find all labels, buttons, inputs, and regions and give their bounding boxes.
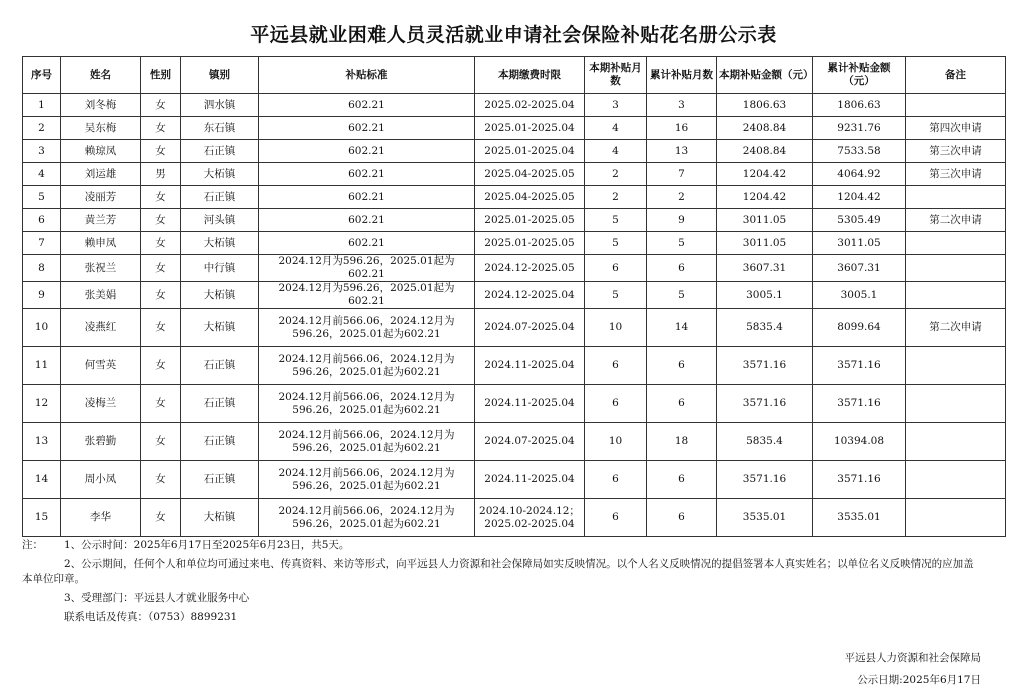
cell-subsidy-standard: 602.21 <box>259 232 475 255</box>
footer-organization: 平远县人力资源和社会保障局 <box>844 652 981 664</box>
cell-amount: 3011.05 <box>717 232 813 255</box>
cell-payment-period: 2024.11-2025.04 <box>475 385 585 423</box>
cell-gender: 女 <box>141 94 181 117</box>
note-line <box>22 538 982 553</box>
cell-town: 大柘镇 <box>181 163 259 186</box>
cell-gender: 女 <box>141 232 181 255</box>
cell-total-months: 7 <box>647 163 717 186</box>
cell-name: 凌丽芳 <box>61 186 141 209</box>
cell-total-amount: 3011.05 <box>813 232 906 255</box>
cell-note <box>906 94 1006 117</box>
table-row <box>23 385 1006 423</box>
note-publicity-period: 1、公示时间：2025年6月17日至2025年6月23日，共5天。 <box>64 539 350 551</box>
cell-total-amount: 1806.63 <box>813 94 906 117</box>
table-row <box>23 461 1006 499</box>
cell-name: 赖申凤 <box>61 232 141 255</box>
table-row <box>23 255 1006 282</box>
cell-amount: 3571.16 <box>717 461 813 499</box>
table-row <box>23 309 1006 347</box>
cell-seq-no: 11 <box>23 347 61 385</box>
cell-seq-no: 14 <box>23 461 61 499</box>
cell-months: 5 <box>585 282 647 309</box>
cell-seq-no: 12 <box>23 385 61 423</box>
cell-gender: 女 <box>141 461 181 499</box>
cell-gender: 男 <box>141 163 181 186</box>
cell-name: 李华 <box>61 499 141 537</box>
cell-months: 2 <box>585 186 647 209</box>
cell-months: 6 <box>585 347 647 385</box>
cell-name: 周小凤 <box>61 461 141 499</box>
cell-total-months: 5 <box>647 282 717 309</box>
cell-total-amount: 3571.16 <box>813 385 906 423</box>
cell-name: 刘冬梅 <box>61 94 141 117</box>
cell-note <box>906 255 1006 282</box>
cell-seq-no: 2 <box>23 117 61 140</box>
cell-town: 泗水镇 <box>181 94 259 117</box>
cell-note <box>906 423 1006 461</box>
cell-total-months: 6 <box>647 385 717 423</box>
note-line <box>22 557 982 587</box>
cell-subsidy-standard: 602.21 <box>259 117 475 140</box>
cell-total-months: 9 <box>647 209 717 232</box>
cell-total-months: 18 <box>647 423 717 461</box>
cell-town: 石正镇 <box>181 140 259 163</box>
cell-total-months: 6 <box>647 347 717 385</box>
table-row <box>23 94 1006 117</box>
header-cell: 备注 <box>906 57 1006 94</box>
cell-gender: 女 <box>141 385 181 423</box>
cell-months: 5 <box>585 232 647 255</box>
cell-total-amount: 5305.49 <box>813 209 906 232</box>
cell-months: 6 <box>585 385 647 423</box>
cell-months: 4 <box>585 140 647 163</box>
cell-gender: 女 <box>141 282 181 309</box>
header-cell: 本期补贴月数 <box>585 57 647 94</box>
cell-amount: 3011.05 <box>717 209 813 232</box>
cell-total-amount: 3607.31 <box>813 255 906 282</box>
cell-months: 10 <box>585 423 647 461</box>
cell-note: 第二次申请 <box>906 309 1006 347</box>
cell-note <box>906 499 1006 537</box>
cell-seq-no: 13 <box>23 423 61 461</box>
note-line <box>22 610 982 625</box>
cell-payment-period: 2025.04-2025.05 <box>475 163 585 186</box>
cell-amount: 3571.16 <box>717 385 813 423</box>
note-department: 3、受理部门：平远县人才就业服务中心 <box>64 592 250 604</box>
table-header-row <box>23 57 1006 94</box>
cell-note <box>906 347 1006 385</box>
cell-name: 张祝兰 <box>61 255 141 282</box>
cell-payment-period: 2025.01-2025.04 <box>475 117 585 140</box>
cell-seq-no: 5 <box>23 186 61 209</box>
cell-months: 10 <box>585 309 647 347</box>
cell-total-months: 16 <box>647 117 717 140</box>
cell-gender: 女 <box>141 117 181 140</box>
table-body <box>23 94 1006 537</box>
cell-name: 凌梅兰 <box>61 385 141 423</box>
cell-subsidy-standard: 602.21 <box>259 140 475 163</box>
cell-seq-no: 10 <box>23 309 61 347</box>
subsidy-roster-table <box>22 56 1006 537</box>
cell-amount: 3607.31 <box>717 255 813 282</box>
cell-note: 第四次申请 <box>906 117 1006 140</box>
cell-total-months: 6 <box>647 499 717 537</box>
cell-subsidy-standard: 2024.12月前566.06，2024.12月为596.26，2025.01起为602.21 <box>259 347 475 385</box>
cell-note: 第二次申请 <box>906 209 1006 232</box>
cell-gender: 女 <box>141 255 181 282</box>
header-cell: 姓名 <box>61 57 141 94</box>
cell-town: 石正镇 <box>181 347 259 385</box>
cell-town: 大柘镇 <box>181 232 259 255</box>
cell-total-amount: 1204.42 <box>813 186 906 209</box>
cell-months: 6 <box>585 499 647 537</box>
cell-total-amount: 4064.92 <box>813 163 906 186</box>
cell-total-amount: 10394.08 <box>813 423 906 461</box>
cell-total-months: 5 <box>647 232 717 255</box>
cell-town: 中行镇 <box>181 255 259 282</box>
footer-date: 公示日期:2025年6月17日 <box>857 674 981 686</box>
cell-town: 河头镇 <box>181 209 259 232</box>
header-cell: 镇别 <box>181 57 259 94</box>
cell-town: 石正镇 <box>181 186 259 209</box>
cell-gender: 女 <box>141 309 181 347</box>
cell-amount: 3535.01 <box>717 499 813 537</box>
cell-town: 大柘镇 <box>181 282 259 309</box>
cell-total-months: 2 <box>647 186 717 209</box>
cell-subsidy-standard: 602.21 <box>259 209 475 232</box>
cell-total-months: 6 <box>647 255 717 282</box>
cell-payment-period: 2025.01-2025.05 <box>475 232 585 255</box>
cell-seq-no: 6 <box>23 209 61 232</box>
cell-amount: 1204.42 <box>717 163 813 186</box>
cell-town: 石正镇 <box>181 385 259 423</box>
cell-seq-no: 9 <box>23 282 61 309</box>
cell-payment-period: 2025.02-2025.04 <box>475 94 585 117</box>
cell-total-amount: 3005.1 <box>813 282 906 309</box>
header-cell: 累计补贴月数 <box>647 57 717 94</box>
cell-total-amount: 3535.01 <box>813 499 906 537</box>
cell-town: 石正镇 <box>181 461 259 499</box>
cell-total-amount: 7533.58 <box>813 140 906 163</box>
cell-amount: 2408.84 <box>717 140 813 163</box>
cell-total-months: 6 <box>647 461 717 499</box>
cell-seq-no: 4 <box>23 163 61 186</box>
notes-label: 注： <box>22 539 43 551</box>
cell-name: 何雪英 <box>61 347 141 385</box>
cell-name: 吴东梅 <box>61 117 141 140</box>
cell-subsidy-standard: 2024.12月前566.06，2024.12月为596.26，2025.01起为602.21 <box>259 461 475 499</box>
cell-gender: 女 <box>141 186 181 209</box>
cell-months: 4 <box>585 117 647 140</box>
cell-seq-no: 8 <box>23 255 61 282</box>
table-row <box>23 282 1006 309</box>
cell-gender: 女 <box>141 140 181 163</box>
cell-subsidy-standard: 2024.12月前566.06，2024.12月为596.26，2025.01起为602.21 <box>259 385 475 423</box>
table-row <box>23 209 1006 232</box>
cell-name: 赖琼凤 <box>61 140 141 163</box>
cell-amount: 3005.1 <box>717 282 813 309</box>
header-cell: 序号 <box>23 57 61 94</box>
cell-months: 6 <box>585 255 647 282</box>
note-feedback: 2、公示期间，任何个人和单位均可通过来电、传真资料、来访等形式，向平远县人力资源和社会保障局如实反映情况。以个人名义反映情况的提倡签署本人真实姓名；以单位名义反映情况的应加盖本单位印章。 <box>22 558 974 585</box>
cell-amount: 1806.63 <box>717 94 813 117</box>
cell-town: 大柘镇 <box>181 499 259 537</box>
note-line <box>22 591 982 606</box>
cell-payment-period: 2025.01-2025.04 <box>475 140 585 163</box>
cell-subsidy-standard: 602.21 <box>259 94 475 117</box>
cell-note: 第三次申请 <box>906 140 1006 163</box>
table-row <box>23 163 1006 186</box>
cell-payment-period: 2024.10-2024.12；2025.02-2025.04 <box>475 499 585 537</box>
cell-total-amount: 9231.76 <box>813 117 906 140</box>
cell-payment-period: 2024.07-2025.04 <box>475 423 585 461</box>
cell-months: 2 <box>585 163 647 186</box>
cell-name: 刘运雄 <box>61 163 141 186</box>
cell-months: 6 <box>585 461 647 499</box>
cell-town: 石正镇 <box>181 423 259 461</box>
cell-gender: 女 <box>141 209 181 232</box>
cell-total-amount: 3571.16 <box>813 347 906 385</box>
cell-name: 张美娟 <box>61 282 141 309</box>
table-row <box>23 140 1006 163</box>
cell-amount: 1204.42 <box>717 186 813 209</box>
table-row <box>23 423 1006 461</box>
cell-seq-no: 15 <box>23 499 61 537</box>
cell-subsidy-standard: 602.21 <box>259 186 475 209</box>
cell-subsidy-standard: 602.21 <box>259 163 475 186</box>
table-row <box>23 186 1006 209</box>
cell-months: 5 <box>585 209 647 232</box>
cell-payment-period: 2024.07-2025.04 <box>475 309 585 347</box>
cell-note <box>906 385 1006 423</box>
notes-section <box>22 538 982 629</box>
cell-total-months: 3 <box>647 94 717 117</box>
table-row <box>23 499 1006 537</box>
cell-subsidy-standard: 2024.12月前566.06，2024.12月为596.26，2025.01起为602.21 <box>259 309 475 347</box>
cell-total-months: 14 <box>647 309 717 347</box>
cell-total-amount: 8099.64 <box>813 309 906 347</box>
cell-seq-no: 7 <box>23 232 61 255</box>
cell-note: 第三次申请 <box>906 163 1006 186</box>
cell-name: 凌燕红 <box>61 309 141 347</box>
table-row <box>23 117 1006 140</box>
cell-gender: 女 <box>141 499 181 537</box>
cell-months: 3 <box>585 94 647 117</box>
cell-name: 张碧勤 <box>61 423 141 461</box>
cell-note <box>906 232 1006 255</box>
cell-total-amount: 3571.16 <box>813 461 906 499</box>
header-cell: 累计补贴金额（元） <box>813 57 906 94</box>
cell-town: 东石镇 <box>181 117 259 140</box>
cell-payment-period: 2025.01-2025.05 <box>475 209 585 232</box>
table-row <box>23 347 1006 385</box>
note-contact: 联系电话及传真：（0753）8899231 <box>64 611 238 623</box>
cell-payment-period: 2024.12-2025.05 <box>475 255 585 282</box>
header-cell: 补贴标准 <box>259 57 475 94</box>
cell-note <box>906 461 1006 499</box>
cell-total-months: 13 <box>647 140 717 163</box>
cell-amount: 3571.16 <box>717 347 813 385</box>
table-row <box>23 232 1006 255</box>
cell-seq-no: 3 <box>23 140 61 163</box>
cell-amount: 5835.4 <box>717 423 813 461</box>
cell-payment-period: 2024.11-2025.04 <box>475 461 585 499</box>
page-title: 平远县就业困难人员灵活就业申请社会保险补贴花名册公示表 <box>250 24 777 46</box>
cell-payment-period: 2025.04-2025.05 <box>475 186 585 209</box>
cell-gender: 女 <box>141 423 181 461</box>
cell-payment-period: 2024.12-2025.04 <box>475 282 585 309</box>
cell-amount: 5835.4 <box>717 309 813 347</box>
cell-gender: 女 <box>141 347 181 385</box>
header-cell: 性别 <box>141 57 181 94</box>
cell-subsidy-standard: 2024.12月前566.06，2024.12月为596.26，2025.01起为602.21 <box>259 423 475 461</box>
header-cell: 本期缴费时限 <box>475 57 585 94</box>
cell-payment-period: 2024.11-2025.04 <box>475 347 585 385</box>
cell-subsidy-standard: 2024.12月为596.26，2025.01起为602.21 <box>259 282 475 309</box>
cell-seq-no: 1 <box>23 94 61 117</box>
cell-subsidy-standard: 2024.12月前566.06，2024.12月为596.26，2025.01起为602.21 <box>259 499 475 537</box>
header-cell: 本期补贴金额（元） <box>717 57 813 94</box>
cell-note <box>906 282 1006 309</box>
cell-amount: 2408.84 <box>717 117 813 140</box>
cell-subsidy-standard: 2024.12月为596.26，2025.01起为602.21 <box>259 255 475 282</box>
cell-town: 大柘镇 <box>181 309 259 347</box>
cell-note <box>906 186 1006 209</box>
cell-name: 黄兰芳 <box>61 209 141 232</box>
